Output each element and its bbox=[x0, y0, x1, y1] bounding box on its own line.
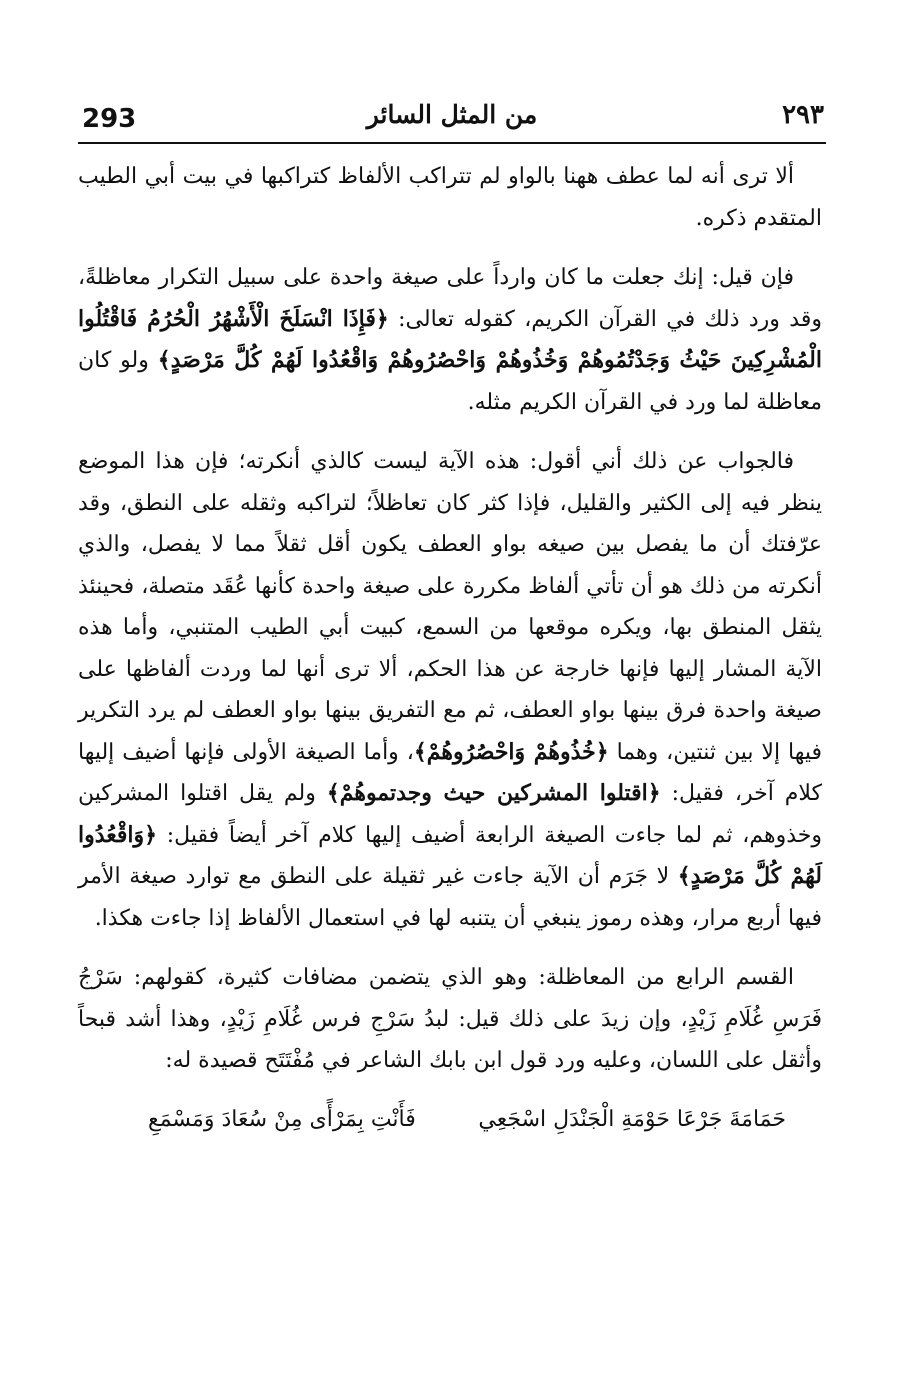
paragraph-text: لا جَرَم أن الآية جاءت غير ثقيلة على النطق مع توارد صيغة الأمر فيها أربع مرار، وهذه رموز ينبغي أن يتنبه لها في استعمال الألفاظ إذا جاءت هكذا. bbox=[78, 864, 822, 931]
verse-second-hemistich: فَأَنْتِ بِمَرْأًى مِنْ سُعَادَ وَمَسْمَعِ bbox=[148, 1106, 416, 1132]
paragraph-text: فإن قيل: إنك جعلت ما كان وارداً على صيغة واحدة على سبيل التكرار معاظلةً، وقد ورد ذلك في القرآن الكريم، كقوله تعالى: bbox=[78, 265, 822, 332]
paragraph-text: ألا ترى أنه لما عطف ههنا بالواو لم تتراكب الألفاظ كتراكبها في بيت أبي الطيب المتقدم ذكره. bbox=[78, 164, 822, 231]
paragraph-text: فالجواب عن ذلك أني أقول: هذه الآية ليست كالذي أنكرته؛ فإن هذا الموضع ينظر فيه إلى الكثير والقليل، فإذا كثر كان تعاظلاً؛ لتراكبه وثقله على النطق، وقد عرّفتك أن ما يفصل بين صيغه بواو العطف يكون أقل ثقلاً مما لا يفصل، والذي أنكرته من ذلك هو أن تأتي ألفاظ مكررة على صيغة واحدة كأنها عُقَد متصلة، فحينئذ يثقل المنطق بها، ويكره موقعها من السمع، كبيت أبي الطيب المتنبي، وأما هذه الآية المشار إليها فإنها خارجة عن هذا الحكم، ألا ترى أنها لما وردت ألفاظها على صيغة واحدة فرق بينها بواو العطف، ثم مع التفريق بينها بواو العطف لم يرد التكرير فيها إلا بين ثنتين، وهما bbox=[78, 449, 822, 765]
quran-quote: ﴿فَإِذَا انْسَلَخَ الْأَشْهُرُ الْحُرُمُ فَاقْتُلُوا الْمُشْرِكِينَ حَيْثُ وَجَدْتُمُوهُمْ وَخُذُوهُمْ وَاحْصُرُوهُمْ وَاقْعُدُوا لَهُمْ كُلَّ مَرْصَدٍ﴾ bbox=[78, 305, 822, 373]
running-title: من المثل السائر bbox=[366, 100, 538, 129]
paragraph-text: القسم الرابع من المعاظلة: وهو الذي يتضمن مضافات كثيرة، كقولهم: سَرْجُ فَرَسِ غُلَامِ زَيْدٍ، وإن زيدَ على ذلك قيل: لبدُ سَرْجِ فرس غُلَامِ زَيْدٍ، وهذا أشد قبحاً وأثقل على اللسان، وعليه ورد قول ابن بابك الشاعر في مُفْتَتَح قصيدة له: bbox=[78, 965, 822, 1073]
paragraph bbox=[78, 441, 822, 939]
paragraph bbox=[78, 156, 822, 239]
quran-quote: ﴿اقتلوا المشركين حيث وجدتموهُمْ﴾ bbox=[326, 780, 661, 806]
paragraph-text: ولو كان معاظلة لما ورد في القرآن الكريم مثله. bbox=[78, 348, 822, 415]
page-number-arabic: ٢٩٣ bbox=[782, 100, 824, 130]
paragraphs bbox=[78, 156, 822, 1082]
paragraph-text: ولم يقل اقتلوا المشركين وخذوهم، ثم لما جاءت الصيغة الرابعة أضيف إليها كلام آخر أيضاً فقيل: bbox=[78, 781, 822, 848]
page-body bbox=[78, 156, 822, 1140]
page-header bbox=[78, 92, 826, 144]
quran-quote: ﴿خُذُوهُمْ وَاحْصُرُوهُمْ﴾ bbox=[413, 738, 609, 765]
page-number-latin: 293 bbox=[82, 104, 137, 134]
paragraph-text: ، وأما الصيغة الأولى فإنها أضيف إليها كلام آخر، فقيل: bbox=[78, 739, 822, 806]
verse-first-hemistich: حَمَامَةَ جَرْعَا حَوْمَةِ الْجَنْدَلِ اسْجَعِي bbox=[478, 1106, 786, 1132]
quran-quote: ﴿وَاقْعُدُوا لَهُمْ كُلَّ مَرْصَدٍ﴾ bbox=[78, 821, 822, 889]
poetry-verse bbox=[148, 1100, 786, 1140]
paragraph bbox=[78, 957, 822, 1082]
paragraph bbox=[78, 257, 822, 423]
